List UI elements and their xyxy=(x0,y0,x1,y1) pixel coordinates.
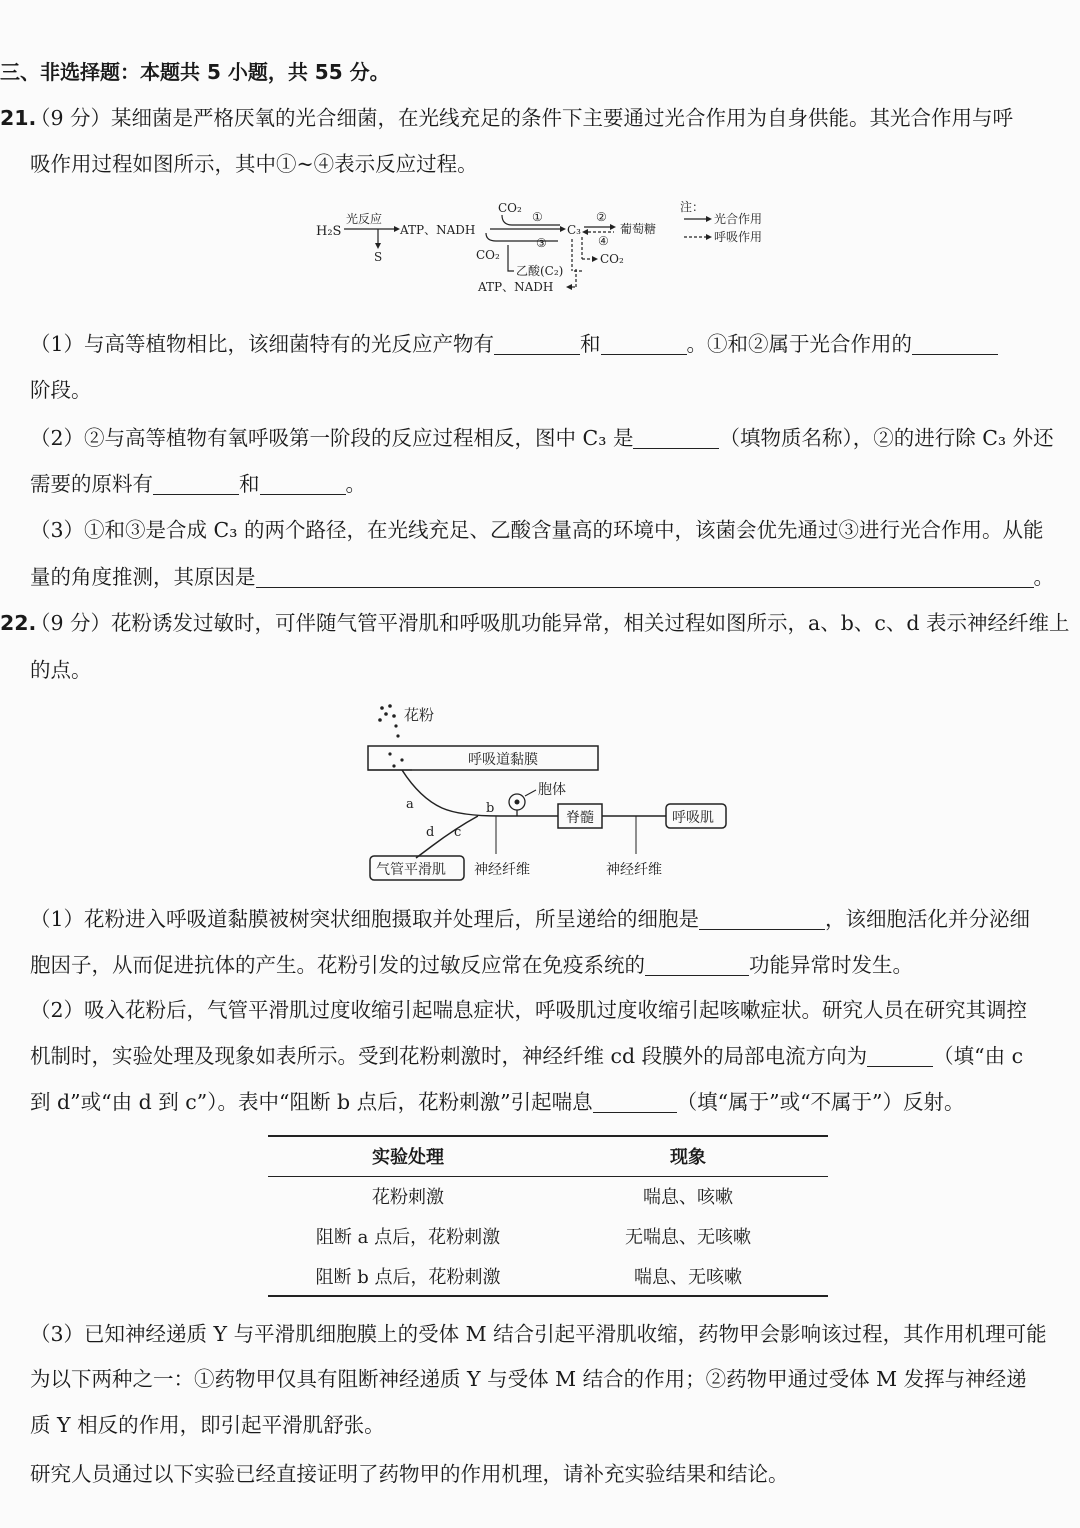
q22-part1-text-d: 功能异常时发生。 xyxy=(749,953,913,977)
q21-metabolism-diagram xyxy=(310,195,790,300)
atp-nadh-bottom-label: ATP、NADH xyxy=(478,280,554,294)
q21-part2-blank-3[interactable] xyxy=(260,472,346,495)
q22-part4-line1: 研究人员通过以下实验已经直接证明了药物甲的作用机理，请补充实验结果和结论。 xyxy=(30,1462,789,1486)
question-21-number: 21. xyxy=(0,106,37,130)
q21-part1-text-a: （1）与高等植物相比，该细菌特有的光反应产物有 xyxy=(30,332,495,356)
q22-part2-blank-2[interactable] xyxy=(593,1090,677,1113)
trachea-muscle-label: 气管平滑肌 xyxy=(376,862,446,878)
q21-part2-blank-2[interactable] xyxy=(153,472,239,495)
table-row xyxy=(268,1256,828,1296)
s-label: S xyxy=(374,250,383,264)
point-a-label: a xyxy=(406,797,414,812)
table-header-phenomenon: 现象 xyxy=(670,1147,706,1169)
table-header-treatment: 实验处理 xyxy=(372,1147,444,1169)
q21-part3-line1: （3）①和③是合成 C₃ 的两个路径，在光线充足、乙酸含量高的环境中，该菌会优先通过③进行光合作用。从能 xyxy=(30,518,1044,542)
table-cell: 花粉刺激 xyxy=(372,1187,444,1209)
q21-part3-blank[interactable] xyxy=(256,565,1034,588)
nerve-fiber-label-1: 神经纤维 xyxy=(474,862,530,878)
q21-part3-text-a: 量的角度推测，其原因是 xyxy=(30,565,256,589)
q21-part1-line1 xyxy=(30,330,998,358)
table-cell: 无喘息、无咳嗽 xyxy=(625,1227,751,1248)
point-c-label: c xyxy=(454,825,462,840)
acetic-acid-label: 乙酸(C₂) xyxy=(516,264,564,278)
table-cell: 喘息、无咳嗽 xyxy=(634,1266,742,1288)
spinal-cord-label: 脊髓 xyxy=(566,810,594,826)
q22-part2-text-b: （填“由 c xyxy=(933,1044,1024,1068)
table-cell: 阻断 b 点后，花粉刺激 xyxy=(315,1266,501,1288)
q21-part1-blank-2[interactable] xyxy=(601,332,687,355)
q22-part1-text-c: 胞因子，从而促进抗体的产生。花粉引发的过敏反应常在免疫系统的 xyxy=(30,953,645,977)
point-b-label: b xyxy=(486,801,495,816)
process-4-label: ④ xyxy=(598,234,609,248)
q21-part1-text-c: 。①和②属于光合作用的 xyxy=(686,332,913,356)
process-3-label: ③ xyxy=(536,236,547,250)
q22-part1-line2 xyxy=(30,951,913,979)
q22-part1-text-b: ，该细胞活化并分泌细 xyxy=(825,907,1031,931)
q21-intro-line2: 吸作用过程如图所示，其中①~④表示反应过程。 xyxy=(30,152,478,176)
q21-part2-text-c: 需要的原料有 xyxy=(30,472,153,496)
q22-intro-line1: （9 分）花粉诱发过敏时，可伴随气管平滑肌和呼吸肌功能异常，相关过程如图所示，a、b、c、d 表示神经纤维上 xyxy=(30,611,1070,635)
q22-part1-blank-2[interactable] xyxy=(645,953,749,976)
cell-body-label: 胞体 xyxy=(538,782,566,798)
q21-part2-blank-1[interactable] xyxy=(633,426,719,449)
q21-part1-blank-1[interactable] xyxy=(494,332,580,355)
point-d-label: d xyxy=(426,825,435,840)
nerve-fiber-label-2: 神经纤维 xyxy=(606,862,662,878)
q21-part2-text-e: 。 xyxy=(345,472,366,496)
q21-part1-line2: 阶段。 xyxy=(30,378,92,402)
atp-nadh-label: ATP、NADH xyxy=(400,223,476,237)
h2s-label: H₂S xyxy=(316,224,342,239)
legend-photosynthesis-label: 光合作用 xyxy=(714,212,763,226)
q21-part1-text-b: 和 xyxy=(580,332,601,356)
mucosa-label: 呼吸道黏膜 xyxy=(468,752,538,768)
q22-intro-line2: 的点。 xyxy=(30,658,92,682)
q22-part3-line2: 为以下两种之一：①药物甲仅具有阻断神经递质 Y 与受体 M 结合的作用；②药物甲通过受体 M 发挥与神经递 xyxy=(30,1367,1027,1391)
q21-part2-text-a: （2）②与高等植物有氧呼吸第一阶段的反应过程相反，图中 C₃ 是 xyxy=(30,426,634,450)
q22-part1-line1 xyxy=(30,905,1030,933)
co2-left-label: CO₂ xyxy=(476,248,500,262)
q21-part1-blank-3[interactable] xyxy=(912,332,998,355)
q22-part2-blank-1[interactable] xyxy=(867,1044,933,1067)
legend-title: 注： xyxy=(680,200,705,214)
respiratory-muscle-label: 呼吸肌 xyxy=(672,810,714,826)
q22-part2-line2 xyxy=(30,1042,1023,1070)
q22-part2-text-a: 机制时，实验处理及现象如表所示。受到花粉刺激时，神经纤维 cd 段膜外的局部电流方向为 xyxy=(30,1044,868,1068)
co2-top-label: CO₂ xyxy=(498,201,522,215)
q22-part3-line1: （3）已知神经递质 Y 与平滑肌细胞膜上的受体 M 结合引起平滑肌收缩，药物甲会影响该过程，其作用机理可能 xyxy=(30,1322,1047,1346)
c3-label: C₃ xyxy=(567,223,581,237)
pollen-label: 花粉 xyxy=(404,706,435,724)
light-reaction-label: 光反应 xyxy=(346,212,383,226)
co2-right-label: CO₂ xyxy=(600,252,624,266)
q22-part1-blank-1[interactable] xyxy=(699,907,825,930)
q21-part3-text-b: 。 xyxy=(1033,565,1054,589)
table-row xyxy=(268,1176,828,1216)
q22-part1-text-a: （1）花粉进入呼吸道黏膜被树突状细胞摄取并处理后，所呈递给的细胞是 xyxy=(30,907,700,931)
glucose-label: 葡萄糖 xyxy=(620,222,657,236)
question-22-number: 22. xyxy=(0,611,37,635)
q21-part3-line2 xyxy=(30,563,1054,591)
table-cell: 阻断 a 点后，花粉刺激 xyxy=(315,1227,501,1248)
process-2-label: ② xyxy=(596,210,607,224)
q21-part2-text-d: 和 xyxy=(239,472,260,496)
table-row xyxy=(268,1216,828,1256)
experiment-table xyxy=(268,1135,828,1297)
q22-reflex-diagram xyxy=(360,698,740,888)
legend-respiration-label: 呼吸作用 xyxy=(714,230,763,244)
process-1-label: ① xyxy=(532,210,543,224)
q22-part2-text-d: （填“属于”或“不属于”）反射。 xyxy=(676,1090,965,1114)
q22-part2-line3 xyxy=(30,1088,965,1116)
q21-part2-line1 xyxy=(30,424,1054,452)
table-cell: 喘息、咳嗽 xyxy=(643,1187,733,1209)
q21-part2-text-b: （填物质名称），②的进行除 C₃ 外还 xyxy=(719,426,1054,450)
q22-part2-line1: （2）吸入花粉后，气管平滑肌过度收缩引起喘息症状，呼吸肌过度收缩引起咳嗽症状。研究人员在研究其调控 xyxy=(30,998,1028,1022)
section-header: 三、非选择题：本题共 5 小题，共 55 分。 xyxy=(0,60,390,84)
q22-part3-line3: 质 Y 相反的作用，即引起平滑肌舒张。 xyxy=(30,1413,385,1437)
q21-part2-line2 xyxy=(30,470,366,498)
q21-intro-line1: （9 分）某细菌是严格厌氧的光合细菌，在光线充足的条件下主要通过光合作用为自身供能。其光合作用与呼 xyxy=(30,106,1014,130)
q22-part2-text-c: 到 d”或“由 d 到 c”）。表中“阻断 b 点后，花粉刺激”引起喘息 xyxy=(30,1090,593,1114)
